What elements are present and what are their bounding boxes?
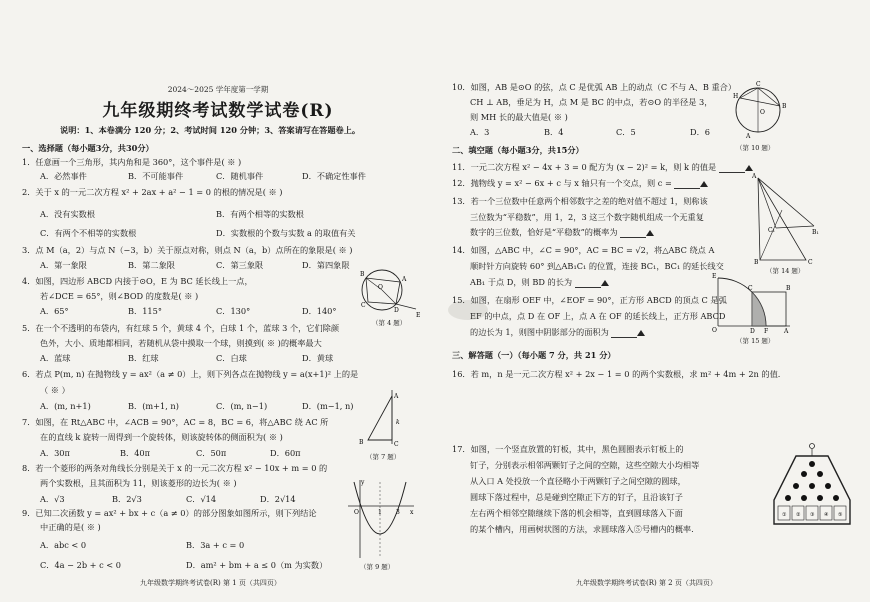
q4-option-a: A．65° [40,306,69,316]
question-14-line-3 [470,277,609,288]
question-17-line-2: 钉子，分别表示相邻两颗钉子之间的空隙，这些空隙大小均相等 [470,460,700,470]
question-10-line-2: CH ⊥ AB，垂足为 H，点 M 是 BC 的中点，若⊙O 的半径是 3， [470,97,713,107]
svg-text:C₁: C₁ [768,227,775,234]
question-1: 1．任意画一个三角形，其内角和是 360°，这个事件是( ※ ) [22,157,242,167]
q2-option-a: A．没有实数根 [40,209,96,219]
answer-triangle-icon [700,181,708,187]
question-8-line-2: 两个实数根，且其面积为 11，则该菱形的边长为( ※ ) [40,478,237,488]
question-17-line-1: 17．如图，一个竖直放置的钉板，其中，黑色圆圈表示钉板上的 [452,444,684,454]
q3-option-a: A．第一象限 [40,260,87,270]
figure-17-peg-board [770,440,854,530]
svg-text:C: C [394,441,399,448]
answer-triangle-icon [601,280,609,286]
q6-option-a: A．(m, n+1) [40,401,91,411]
instructions: 说明：1、本卷满分 120 分；2、考试时间 120 分钟；3、答案请写在答题卷上。 [60,125,361,135]
figure-15-sector-square [710,272,794,334]
question-13-line-3 [470,227,654,238]
question-5-line-2: 色外，大小、质地都相同，若随机从袋中摸取一个球，则摸到( ※ )的概率最大 [40,338,322,348]
svg-text:F: F [764,328,769,334]
question-12 [452,178,708,189]
q1-option-c: C．随机事件 [216,171,264,181]
svg-text:C: C [808,259,813,266]
section-3-heading: 三、解答题（一）（每小题 7 分，共 21 分） [452,350,616,360]
figure-7-caption: （第 7 题） [366,453,401,461]
q9-option-c: C．4a − 2b + c < 0 [40,560,121,570]
q6-option-c: C．(m, n−1) [216,401,268,411]
question-17-line-5: 左右两个相邻空隙继续下落的机会相等，直到圆球落入下面 [470,508,683,518]
semester-line: 2024～2025 学年度第一学期 [167,85,269,94]
svg-text:③: ③ [810,512,815,518]
q11-text: 11．一元二次方程 x² − 4x + 3 = 0 配方为 (x − 2)² = k，则 k 的值是 [452,162,717,172]
svg-text:A: A [402,276,407,283]
figure-4-circle-quadrilateral [352,262,424,322]
svg-text:D: D [750,328,755,334]
svg-text:H: H [733,93,739,100]
scan-smudge [448,300,488,320]
question-14-line-2: 顺时针方向旋转 60° 到△AB₁C₁ 的位置，连接 BC₁，BC₁ 的延长线交 [470,261,724,271]
q5-option-a: A．蓝球 [40,353,71,363]
q15-text: 的边长为 1，则图中阴影部分的面积为 [470,327,609,337]
q4-option-c: C．130° [216,306,251,316]
svg-text:E: E [416,312,421,319]
figure-7-right-triangle [354,388,410,448]
q7-option-b: B．40π [120,448,151,458]
question-7-line-1: 7．如图，在 Rt△ABC 中，∠ACB = 90°，AC = 8，BC = 6，将△ABC 绕 AC 所 [22,417,329,427]
svg-text:E: E [712,273,717,280]
q8-option-a: A．√3 [40,494,65,504]
svg-text:B₁: B₁ [812,229,819,236]
q11-answer-blank[interactable] [719,164,745,173]
question-16: 16．若 m，n 是一元二次方程 x² + 2x − 1 = 0 的两个实数根，求 m² + 4m + 2n 的值. [452,369,781,379]
svg-text:k: k [396,419,400,426]
answer-triangle-icon [637,330,645,336]
figure-9-parabola [344,476,416,560]
svg-text:O: O [378,284,383,291]
figure-4-caption: （第 4 题） [372,319,407,327]
question-14-line-1: 14．如图，△ABC 中，∠C = 90°，AC = BC = √2，将△ABC 绕点 A [452,245,715,255]
q1-option-a: A．必然事件 [40,171,87,181]
q12-answer-blank[interactable] [674,180,700,189]
q10-option-b: B．4 [544,127,564,137]
question-9-line-1: 9．已知二次函数 y = ax² + bx + c（a ≠ 0）的部分图象如图所示，则下列结论 [22,508,317,518]
svg-text:O: O [354,509,359,516]
q9-option-a: A．abc < 0 [40,540,87,550]
svg-text:x: x [410,509,414,516]
svg-text:3: 3 [396,509,400,516]
svg-text:①: ① [782,512,787,518]
page-2-footer: 九年级数学期终考试卷(R) 第 2 页（共四页） [576,579,717,587]
question-10-line-3: 则 MH 长的最大值是( ※ ) [470,112,568,122]
question-17-line-6: 的某个槽内，用画树状图的方法，求圆球落入⑤号槽内的概率. [470,524,694,534]
svg-text:O: O [712,327,717,334]
q6-option-d: D．(m−1, n) [302,401,354,411]
figure-14-rotated-triangles [752,170,820,266]
q9-option-d: D．am² + bm + a ≤ 0（m 为实数） [186,560,328,570]
q1-option-d: D．不确定性事件 [302,171,366,181]
q6-option-b: B．(m+1, n) [128,401,179,411]
figure-15-caption: （第 15 题） [736,337,775,345]
svg-text:⑤: ⑤ [838,512,843,518]
question-8-line-1: 8．若一个菱形的两条对角线长分别是关于 x 的一元二次方程 x² − 10x + m = 0 的 [22,463,328,473]
question-13-line-2: 三位数为“平稳数”，用 1，2，3 这三个数字随机组成一个无重复 [470,212,704,222]
page-title: 九年级期终考试数学试卷(R) [102,101,334,121]
q1-option-b: B．不可能事件 [128,171,184,181]
question-15-line-3 [470,327,645,338]
section-2-heading: 二、填空题（每小题3分，共15分） [452,145,584,155]
q5-option-b: B．红球 [128,353,159,363]
svg-text:A: A [752,173,757,180]
figure-14-caption: （第 14 题） [766,267,805,275]
page-1-footer: 九年级数学期终考试卷(R) 第 1 页（共四页） [140,579,281,587]
q2-option-d: D．实数根的个数与实数 a 的取值有关 [216,228,356,238]
svg-text:B: B [786,285,791,292]
svg-text:B: B [754,259,759,266]
q14-answer-blank[interactable] [575,279,601,288]
svg-text:1: 1 [378,509,382,516]
question-4-line-2: 若∠DCE = 65°，则∠BOD 的度数是( ※ ) [40,291,199,301]
q5-option-c: C．白球 [216,353,247,363]
svg-text:B: B [359,439,364,446]
question-13-line-1: 13．若一个三位数中任意两个相邻数字之差的绝对值不超过 1，则称该 [452,196,708,206]
q7-option-d: D．60π [270,448,301,458]
q9-option-b: B．3a + c = 0 [186,540,245,550]
svg-text:A: A [394,393,399,400]
q7-option-c: C．50π [196,448,227,458]
q10-option-c: C．5 [616,127,636,137]
svg-text:O: O [760,109,765,116]
question-6-line-2: （ ※ ） [40,385,70,395]
q10-option-a: A．3 [470,127,490,137]
q3-option-d: D．第四象限 [302,260,350,270]
section-1-heading: 一、选择题（每小题3分，共30分） [22,143,154,153]
q7-option-a: A．30π [40,448,70,458]
question-11 [452,162,753,173]
svg-text:④: ④ [824,512,829,518]
q15-answer-blank[interactable] [611,329,637,338]
svg-text:B: B [360,271,365,278]
question-4-line-1: 4．如图，四边形 ABCD 内接于⊙O，E 为 BC 延长线上一点， [22,276,253,286]
question-5-line-1: 5．在一个不透明的布袋内，有红球 5 个，黄球 4 个，白球 1 个，蓝球 3 个，它们除颜 [22,323,340,333]
svg-text:y: y [361,479,365,486]
question-2: 2．关于 x 的一元二次方程 x² + 2ax + a² − 1 = 0 的根的情况是( ※ ) [22,187,283,197]
q2-option-b: B．有两个相等的实数根 [216,209,304,219]
question-7-line-2: 在的直线 k 旋转一周得到一个旋转体，则该旋转体的侧面积为( ※ ) [40,432,283,442]
svg-text:C: C [756,81,761,88]
question-10-line-1: 10．如图，AB 是⊙O 的弦，点 C 是优弧 AB 上的动点（C 不与 A、B 重合） [452,82,737,92]
q2-option-c: C．有两个不相等的实数根 [40,228,137,238]
q8-option-b: B．2√3 [112,494,142,504]
q3-option-c: C．第三象限 [216,260,264,270]
question-9-line-2: 中正确的是( ※ ) [40,522,101,532]
question-6-line-1: 6．若点 P(m, n) 在抛物线 y = ax²（a ≠ 0）上，则下列各点在抛物线 y = a(x+1)² 上的是 [22,369,359,379]
q4-option-b: B．115° [128,306,162,316]
q13-text: 数字的三位数，恰好是“平稳数”的概率为 [470,227,618,237]
svg-text:C: C [361,302,366,309]
q14-text: AB₁ 于点 D，则 BD 的长为 [470,277,573,287]
question-17-line-4: 圆球下落过程中，总是碰到空隙正下方的钉子，且沿该钉子 [470,492,683,502]
figure-10-caption: （第 10 题） [736,144,775,152]
svg-text:A: A [746,133,751,140]
q5-option-d: D．黄球 [302,353,334,363]
svg-text:②: ② [796,512,801,518]
svg-text:A: A [784,328,789,334]
question-3: 3．点 M（a，2）与点 N（−3，b）关于原点对称，则点 N（a，b）点所在的象限是( ※ ) [22,245,353,255]
page-2 [436,0,870,602]
q13-answer-blank[interactable] [620,229,646,238]
question-15-line-1: 15．如图，在扇形 OEF 中，∠EOF = 90°，正方形 ABCD 的顶点 C 是弧 [452,295,727,305]
svg-text:C: C [748,285,753,292]
figure-10-circle [728,78,790,142]
question-15-line-2: EF 的中点，点 D 在 OF 上，点 A 在 OF 的延长线上，正方形 ABCD [470,311,726,321]
svg-text:D: D [394,307,399,314]
q12-text: 12．抛物线 y = x² − 6x + c 与 x 轴只有一个交点，则 c = [452,178,672,188]
q8-option-d: D．2√14 [260,494,296,504]
question-17-line-3: 从入口 A 处投放一个直径略小于两颗钉子之间空隙的圆球， [470,476,686,486]
q3-option-b: B．第二象限 [128,260,175,270]
svg-text:B: B [782,103,787,110]
q8-option-c: C．√14 [186,494,217,504]
q4-option-d: D．140° [302,306,337,316]
figure-9-caption: （第 9 题） [360,563,395,571]
q10-option-d: D．6 [690,127,710,137]
answer-triangle-icon [646,230,654,236]
